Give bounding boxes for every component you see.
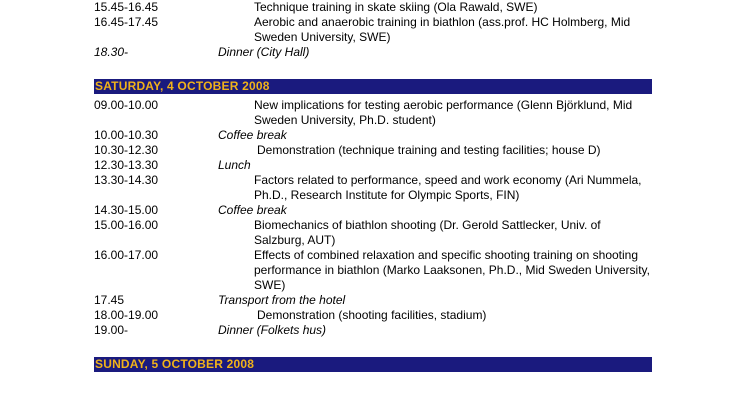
time-slot: 16.45-17.45 (94, 15, 159, 29)
program-row (94, 308, 652, 323)
time-slot: 12.30-13.30 (94, 158, 159, 172)
break-description: Coffee break (218, 128, 287, 142)
time-slot: 15.00-16.00 (94, 218, 159, 232)
program-row (94, 218, 652, 248)
program-row (94, 293, 652, 308)
session-description: Technique training in skate skiing (Ola Rawald, SWE) (254, 0, 538, 14)
time-slot: 15.45-16.45 (94, 0, 159, 14)
program-row (94, 323, 652, 338)
day-heading-saturday: SATURDAY, 4 OCTOBER 2008 (94, 79, 652, 94)
time-slot: 18.30- (94, 45, 129, 59)
session-description: Aerobic and anaerobic training in biathlon (ass.prof. HC Holmberg, Mid Sweden University, SWE) (254, 15, 631, 44)
time-slot: 10.30-12.30 (94, 143, 159, 157)
program-document (94, 0, 652, 376)
time-slot: 13.30-14.30 (94, 173, 159, 187)
session-description: Demonstration (shooting facilities, stadium) (257, 308, 487, 322)
time-slot: 18.00-19.00 (94, 308, 159, 322)
program-row (94, 45, 652, 60)
program-row (94, 128, 652, 143)
program-row (94, 248, 652, 293)
session-description: Effects of combined relaxation and specific shooting training on shooting performance in biathlon (Marko Laaksonen, Ph.D., Mid Sweden University, SWE) (254, 248, 650, 292)
time-slot: 09.00-10.00 (94, 98, 159, 112)
time-slot: 10.00-10.30 (94, 128, 159, 142)
break-description: Transport from the hotel (218, 293, 346, 307)
time-slot: 16.00-17.00 (94, 248, 159, 262)
break-description: Dinner (City Hall) (218, 45, 310, 59)
program-row (94, 158, 652, 173)
program-row (94, 173, 652, 203)
session-description: Demonstration (technique training and testing facilities; house D) (257, 143, 601, 157)
session-description: New implications for testing aerobic performance (Glenn Björklund, Mid Sweden University, Ph.D. student) (254, 98, 633, 127)
time-slot: 14.30-15.00 (94, 203, 159, 217)
time-slot: 17.45 (94, 293, 125, 307)
session-description: Biomechanics of biathlon shooting (Dr. Gerold Sattlecker, Univ. of Salzburg, AUT) (254, 218, 601, 247)
day-heading-sunday: SUNDAY, 5 OCTOBER 2008 (94, 357, 652, 372)
program-row (94, 0, 652, 15)
time-slot: 19.00- (94, 323, 129, 337)
session-description: Factors related to performance, speed and work economy (Ari Nummela, Ph.D., Research Institute for Olympic Sports, FIN) (254, 173, 642, 202)
break-description: Dinner (Folkets hus) (218, 323, 327, 337)
break-description: Lunch (218, 158, 251, 172)
program-row (94, 98, 652, 128)
program-row (94, 203, 652, 218)
break-description: Coffee break (218, 203, 287, 217)
program-row (94, 143, 652, 158)
program-row (94, 15, 652, 45)
